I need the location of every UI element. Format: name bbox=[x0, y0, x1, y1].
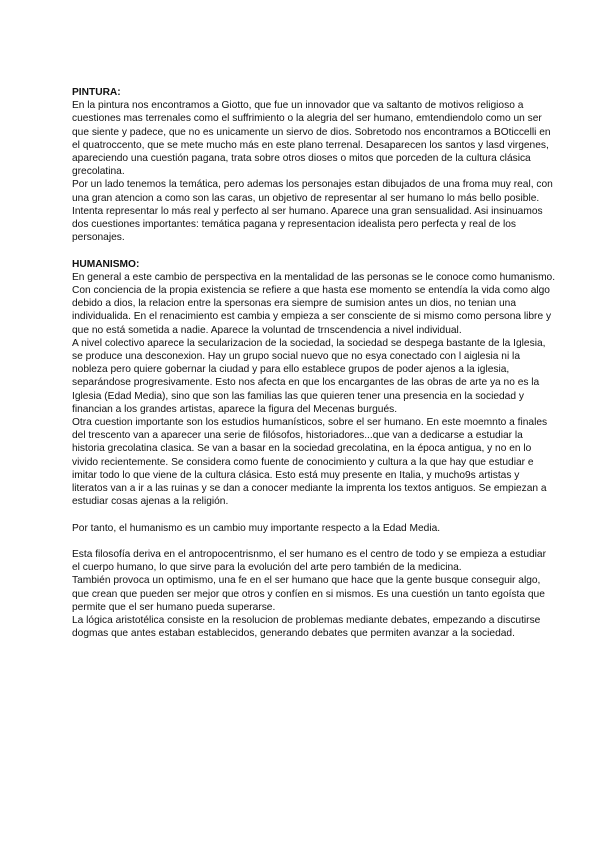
paragraph: Esta filosofía deriva en el antropocentrisnmo, el ser humano es el centro de todo y se empieza a estudiar el cuerpo humano, lo que sirve para la evolución del arte pero también de la medicina. bbox=[72, 549, 546, 574]
document-page bbox=[72, 86, 556, 640]
paragraph: A nivel colectivo aparece la secularizacion de la sociedad, la sociedad se despega bastante de la Iglesia, se produce una desconexion. Hay un grupo social nuevo que no esya conectado con l aiglesia ni la nobleza pero quiere gobernar la ciudad y para ello establece grupos de poder ajenos a la iglesia, separándose progresivamente. Esto nos afecta en que los encargantes de las obras de arte ya no es la Iglesia (Edad Media), sino que son las familias las que quieren tener una presencia en la sociedad y financian a los grandes artistas, aparece la figura del Mecenas burgués. bbox=[72, 337, 546, 415]
paragraph: Por tanto, el humanismo es un cambio muy importante respecto a la Edad Media. bbox=[72, 522, 441, 534]
paragraph: Otra cuestion importante son los estudios humanísticos, sobre el ser humano. En este moemnto a finales del trescento van a aparecer una serie de filósofos, historiadores...que van a dedicarse a estudiar la historia grecolatina clasica. Se van a basar en la sociedad grecolatina, en la época antigua, y no en lo vivido recientemente. Se considera como fuente de conocimiento y cultura a la que hay que estudiar e imitar todo lo que viene de la cultura clásica. Esto está muy presente en Italia, y mucho9s artistas y literatos van a ir a las ruinas y se dan a conocer mediante la imprenta los textos antiguos. Se empiezan a estudiar cosas ajenas a la religión. bbox=[72, 417, 548, 508]
paragraph: En la pintura nos encontramos a Giotto, que fue un innovador que va saltanto de motivos religioso a cuestiones mas terrenales como el suffrimiento o la alegria del ser humano, emtendiendolo como un ser que siente y padece, que no es unicamente un siervo de dios. Sobretodo nos encontramos a BOticcelli en el quatroccento, que se mete mucho más en este plano terrenal. Desaparecen los santos y lasd virgenes, apareciendo una cuestión pagana, trata sobre otros dioses o mitos que porceden de la cultura clásica grecolatina. bbox=[72, 100, 551, 178]
paragraph: Por un lado tenemos la temática, pero ademas los personajes estan dibujados de una froma muy real, con una gran atencion a como son las caras, un objetivo de representar al ser humano lo más bello posible. Intenta representar lo más real y perfecto al ser humano. Aparece una gran sensualidad. Asi insinuamos dos cuestiones importantes: temática pagana y representacion idealista pero perfecta y real de los personajes. bbox=[72, 179, 553, 244]
blank-line bbox=[72, 244, 556, 257]
blank-line bbox=[72, 535, 556, 548]
section-heading: PINTURA: bbox=[72, 87, 121, 98]
paragraph: Con conciencia de la propia existencia se refiere a que hasta ese momento se entendía la vida como algo debido a dios, la relacion entre la spersonas era siempre de sumision antes un dios, no tenian una individualida. En el renacimiento est cambia y empieza a ser consciente de si mismo como persona libre y que no está sometida a nadie. Aparece la voluntad de trnscendencia a nivel individual. bbox=[72, 285, 552, 336]
paragraph: También provoca un optimismo, una fe en el ser humano que hace que la gente busque conseguir algo, que crean que pueden ser mejor que otros y confíen en si mismos. Es una cuestión un tanto egoísta que permite que el ser humano pueda superarse. bbox=[72, 575, 545, 613]
section-conclusion bbox=[72, 522, 556, 535]
paragraph: La lógica aristotélica consiste en la resolucion de problemas mediante debates, empezando a discutirse dogmas que antes estaban establecidos, generando debates que permiten avanzar a la sociedad. bbox=[72, 615, 541, 640]
blank-line bbox=[72, 508, 556, 521]
section-pintura bbox=[72, 86, 556, 244]
section-heading: HUMANISMO: bbox=[72, 258, 140, 270]
section-antropocentrismo bbox=[72, 548, 556, 640]
section-humanismo bbox=[72, 258, 556, 509]
paragraph: En general a este cambio de perspectiva en la mentalidad de las personas se le conoce como humanismo. bbox=[72, 271, 556, 283]
